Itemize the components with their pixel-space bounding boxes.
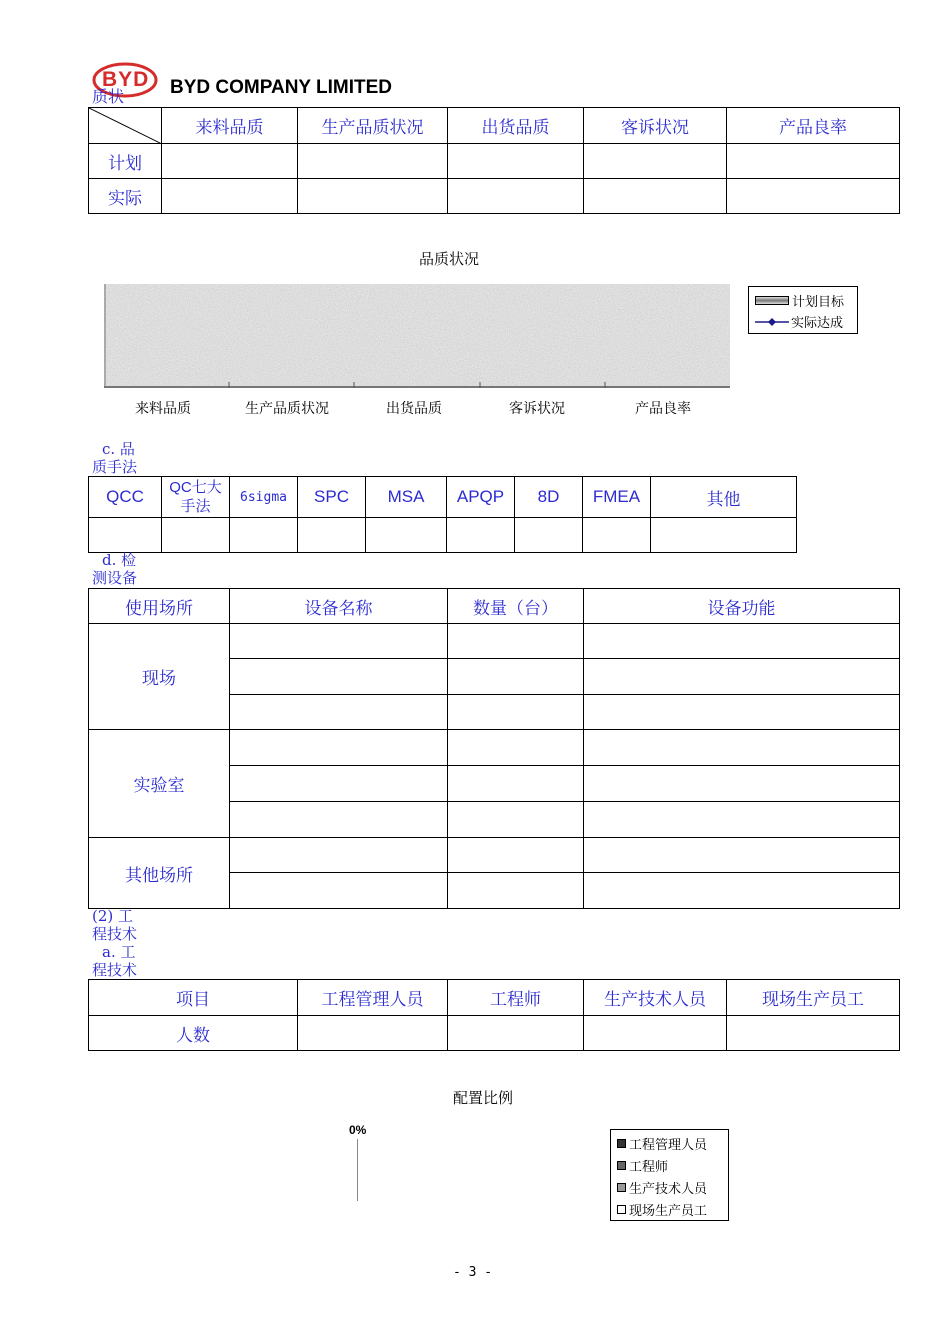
header-cell: 生产品质状况	[298, 108, 448, 144]
equipment-table	[88, 588, 900, 909]
table-cell[interactable]	[584, 1016, 727, 1051]
header-cell: 来料品质	[162, 108, 298, 144]
table-cell[interactable]	[448, 179, 584, 214]
method-other: 其他	[651, 477, 797, 518]
section-2-label	[92, 907, 137, 943]
header-cell: 客诉状况	[584, 108, 727, 144]
quality-chart-legend	[748, 286, 858, 334]
section-2-line2: 程技术	[92, 925, 138, 943]
table-cell[interactable]	[584, 802, 900, 838]
quality-chart-svg	[104, 284, 730, 388]
legend-item	[617, 1155, 668, 1175]
table-cell[interactable]	[298, 1016, 448, 1051]
diagonal-line	[89, 108, 162, 144]
header-cell: 项目	[89, 980, 298, 1016]
table-cell[interactable]	[584, 873, 900, 909]
table-cell[interactable]	[448, 873, 584, 909]
place-label-lab: 实验室	[89, 730, 230, 838]
table-cell[interactable]	[162, 518, 230, 553]
table-cell[interactable]	[447, 518, 515, 553]
table-cell[interactable]	[727, 179, 900, 214]
quality-chart-plot	[104, 284, 730, 388]
ratio-chart-leader-line	[357, 1139, 358, 1201]
method-qc-seven-line1: QC七大	[169, 479, 222, 496]
quality-table	[88, 107, 900, 214]
ratio-chart-legend	[610, 1129, 729, 1221]
row-label: 人数	[89, 1016, 298, 1051]
header-cell: 工程管理人员	[298, 980, 448, 1016]
table-cell[interactable]	[583, 518, 651, 553]
table-cell[interactable]	[298, 144, 448, 179]
section-d-line2: 测设备	[92, 569, 138, 587]
section-d-label	[92, 551, 137, 587]
legend-label: 计划目标	[792, 295, 845, 310]
table-cell[interactable]	[448, 730, 584, 766]
table-cell[interactable]	[230, 518, 298, 553]
table-cell[interactable]	[584, 695, 900, 730]
header-cell: 现场生产员工	[727, 980, 900, 1016]
legend-swatch	[617, 1139, 626, 1148]
section-c-line2: 质手法	[92, 458, 138, 476]
place-label-site: 现场	[89, 624, 230, 730]
section-c-label	[92, 440, 137, 476]
legend-item	[617, 1133, 707, 1153]
legend-item	[617, 1177, 707, 1197]
table-cell[interactable]	[448, 838, 584, 873]
table-cell[interactable]	[230, 873, 448, 909]
table-cell[interactable]	[230, 766, 448, 802]
row-label: 实际	[89, 179, 162, 214]
section-2-line1: (2) 工	[92, 907, 134, 925]
ratio-chart-value-label: 0%	[349, 1123, 367, 1137]
legend-swatch-plan	[755, 296, 789, 305]
page-number: - 3 -	[453, 1265, 493, 1280]
table-cell[interactable]	[448, 1016, 584, 1051]
header-cell: 设备功能	[584, 589, 900, 624]
table-cell[interactable]	[230, 730, 448, 766]
table-cell[interactable]	[584, 624, 900, 659]
x-tick-label: 出货品质	[386, 401, 442, 417]
table-cell[interactable]	[584, 144, 727, 179]
table-cell[interactable]	[448, 624, 584, 659]
table-cell[interactable]	[230, 838, 448, 873]
legend-swatch-actual	[755, 317, 789, 327]
x-tick-label: 生产品质状况	[245, 401, 329, 417]
table-cell[interactable]	[230, 624, 448, 659]
header-cell: 工程师	[448, 980, 584, 1016]
method-qc-seven	[162, 477, 230, 518]
table-cell[interactable]	[448, 659, 584, 695]
legend-swatch	[617, 1205, 626, 1214]
place-label-other: 其他场所	[89, 838, 230, 909]
method-6sigma: 6sigma	[230, 477, 298, 518]
section-c-line1: c. 品	[102, 440, 135, 458]
table-cell[interactable]	[448, 766, 584, 802]
section-a-label	[92, 943, 137, 979]
table-cell[interactable]	[584, 766, 900, 802]
method-qc-seven-line2: 手法	[180, 497, 211, 515]
x-tick-label: 来料品质	[135, 401, 191, 417]
table-cell[interactable]	[448, 802, 584, 838]
method-fmea: FMEA	[583, 477, 651, 518]
table-cell[interactable]	[366, 518, 447, 553]
overlap-label: 质状	[92, 87, 125, 106]
method-8d: 8D	[515, 477, 583, 518]
legend-label: 工程管理人员	[629, 1137, 708, 1153]
table-cell[interactable]	[651, 518, 797, 553]
legend-swatch	[617, 1183, 626, 1192]
section-d-line1: d. 检	[102, 551, 137, 569]
methods-table	[88, 476, 797, 553]
table-cell[interactable]	[89, 518, 162, 553]
table-cell[interactable]	[298, 518, 366, 553]
method-qcc: QCC	[89, 477, 162, 518]
row-label: 计划	[89, 144, 162, 179]
section-a-line2: 程技术	[92, 961, 138, 979]
table-cell[interactable]	[584, 838, 900, 873]
header-cell: 数量（台）	[448, 589, 584, 624]
staff-table	[88, 979, 900, 1051]
ratio-chart-title: 配置比例	[453, 1089, 514, 1107]
section-a-line1: a. 工	[102, 943, 136, 961]
logo-text: BYD	[102, 68, 150, 91]
x-tick-label: 客诉状况	[509, 401, 565, 417]
legend-label: 工程师	[629, 1159, 669, 1175]
table-cell[interactable]	[162, 179, 298, 214]
legend-label: 现场生产员工	[629, 1203, 708, 1219]
header-cell: 生产技术人员	[584, 980, 727, 1016]
header-cell: 设备名称	[230, 589, 448, 624]
legend-label: 实际达成	[791, 316, 844, 331]
table-cell[interactable]	[230, 802, 448, 838]
table-cell[interactable]	[230, 695, 448, 730]
table-cell[interactable]	[230, 659, 448, 695]
quality-chart-title: 品质状况	[419, 250, 480, 268]
header-cell: 产品良率	[727, 108, 900, 144]
method-apqp: APQP	[447, 477, 515, 518]
table-cell[interactable]	[727, 144, 900, 179]
table-cell[interactable]	[584, 730, 900, 766]
table-cell[interactable]	[515, 518, 583, 553]
table-cell[interactable]	[448, 695, 584, 730]
table-cell[interactable]	[298, 179, 448, 214]
table-cell[interactable]	[584, 659, 900, 695]
header-cell: 出货品质	[448, 108, 584, 144]
method-msa: MSA	[366, 477, 447, 518]
legend-item	[617, 1199, 707, 1219]
table-cell[interactable]	[727, 1016, 900, 1051]
company-name: BYD COMPANY LIMITED	[170, 77, 393, 98]
legend-swatch	[617, 1161, 626, 1170]
method-spc: SPC	[298, 477, 366, 518]
table-cell[interactable]	[448, 144, 584, 179]
diagonal-corner-cell	[89, 108, 162, 144]
header-cell: 使用场所	[89, 589, 230, 624]
table-cell[interactable]	[162, 144, 298, 179]
legend-label: 生产技术人员	[629, 1181, 708, 1197]
quality-chart-xlabels	[104, 398, 730, 418]
x-tick-label: 产品良率	[635, 401, 691, 417]
table-cell[interactable]	[584, 179, 727, 214]
